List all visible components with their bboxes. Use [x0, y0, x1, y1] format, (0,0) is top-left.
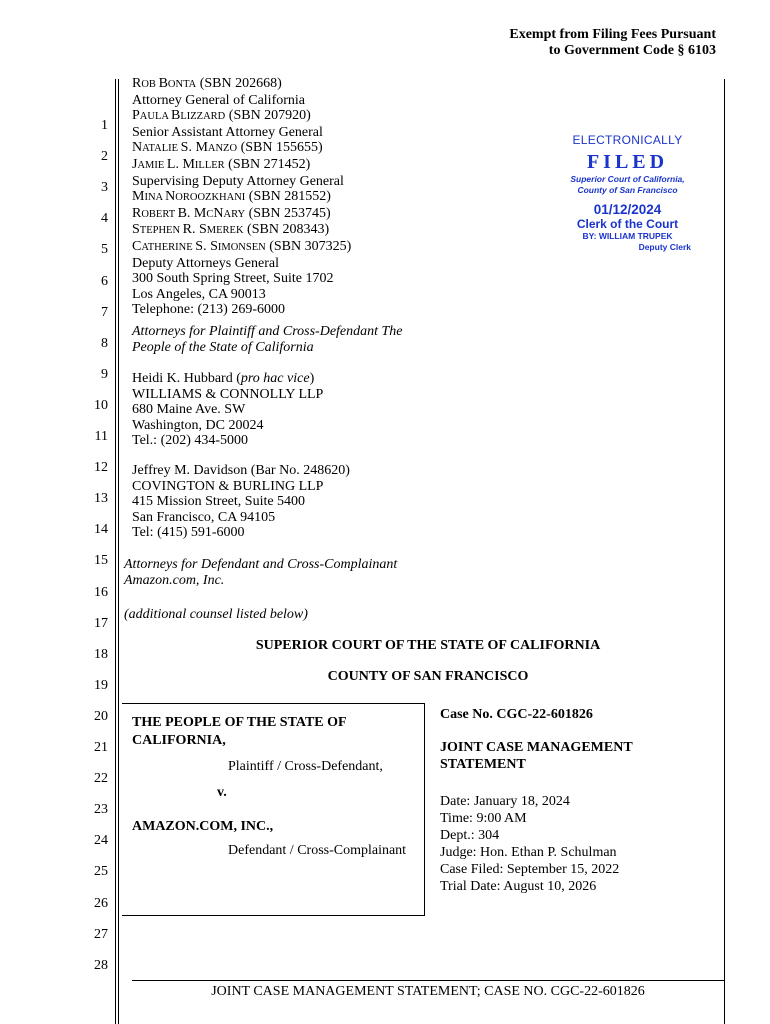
line-number: 7 — [101, 304, 108, 320]
fee-exemption-notice — [509, 27, 716, 59]
stamp-court-line-2: County of San Francisco — [577, 185, 678, 195]
ag-counsel-line: ROBERT B. MCNARY (SBN 253745) — [132, 205, 331, 221]
line-number: 23 — [94, 802, 108, 818]
covington-block — [132, 463, 350, 541]
left-margin-rule-outer — [115, 79, 116, 1024]
line-number: 5 — [101, 242, 108, 258]
line-number: 1 — [101, 118, 108, 133]
line-number: 22 — [94, 771, 108, 787]
line-number: 17 — [94, 615, 108, 631]
williams-firm: WILLIAMS & CONNOLLY LLP — [132, 386, 324, 402]
hearing-judge: Judge: Hon. Ethan P. Schulman — [440, 845, 617, 860]
document-title-line-2: STATEMENT — [440, 757, 526, 772]
hearing-date: Date: January 18, 2024 — [440, 794, 570, 809]
williams-telephone: Tel.: (202) 434-5000 — [132, 433, 249, 449]
ag-counsel-line: JAMIE L. MILLER (SBN 271452) — [132, 156, 311, 172]
ag-counsel-line: STEPHEN R. SMEREK (SBN 208343) — [132, 222, 330, 238]
fee-exemption-line-2: to Government Code § 6103 — [548, 43, 716, 58]
ag-counsel-line: Deputy Attorneys General — [132, 255, 279, 271]
hearing-time: Time: 9:00 AM — [440, 811, 527, 826]
defendant-attorneys-for-line-2: Amazon.com, Inc. — [124, 572, 225, 588]
ag-counsel-line: PAULA BLIZZARD (SBN 207920) — [132, 108, 311, 124]
stamp-clerk: Clerk of the Court — [576, 217, 679, 231]
line-number: 18 — [94, 646, 108, 662]
line-number: 12 — [94, 460, 108, 476]
line-number: 16 — [94, 584, 108, 600]
line-number: 4 — [101, 211, 108, 227]
line-number: 20 — [94, 708, 108, 724]
ag-counsel-line: NATALIE S. MANZO (SBN 155655) — [132, 140, 323, 156]
line-number: 9 — [101, 366, 108, 382]
covington-address-1: 415 Mission Street, Suite 5400 — [132, 494, 306, 510]
left-margin-rule-inner — [118, 79, 119, 1024]
electronic-filing-stamp — [560, 133, 695, 253]
stamp-electronically: ELECTRONICALLY — [572, 133, 683, 147]
plaintiff-role: Plaintiff / Cross-Defendant, — [228, 759, 383, 774]
footer-text: JOINT CASE MANAGEMENT STATEMENT; CASE NO. CGC-22-601826 — [211, 984, 645, 999]
line-number: 14 — [94, 522, 108, 538]
line-number: 8 — [101, 335, 108, 351]
line-number: 28 — [94, 957, 108, 973]
williams-connolly-block — [132, 371, 323, 449]
ag-counsel-block — [132, 76, 351, 318]
line-number: 10 — [94, 397, 108, 413]
line-number: 27 — [94, 926, 108, 942]
trial-date: Trial Date: August 10, 2026 — [440, 879, 597, 894]
covington-address-2: San Francisco, CA 94105 — [132, 509, 276, 525]
plaintiff-name-line-1: THE PEOPLE OF THE STATE OF — [132, 715, 347, 730]
defendant-name: AMAZON.COM, INC., — [132, 819, 274, 834]
ag-counsel-line: 300 South Spring Street, Suite 1702 — [132, 271, 334, 287]
right-margin-rule — [724, 79, 725, 1024]
ag-counsel-line: Los Angeles, CA 90013 — [132, 286, 266, 302]
ag-counsel-line: ROB BONTA (SBN 202668) — [132, 76, 282, 91]
ag-counsel-line: Senior Assistant Attorney General — [132, 124, 323, 140]
additional-counsel-note: (additional counsel listed below) — [124, 607, 308, 622]
ag-attorneys-for-line-2: People of the State of California — [132, 339, 314, 355]
defendant-role: Defendant / Cross-Complainant — [228, 843, 407, 858]
stamp-court-line-1: Superior Court of California, — [570, 174, 685, 184]
ag-counsel-line: Attorney General of California — [132, 92, 305, 108]
ag-counsel-line: CATHERINE S. SIMONSEN (SBN 307325) — [132, 238, 352, 254]
stamp-by: BY: WILLIAM TRUPEK — [582, 231, 673, 241]
court-county: COUNTY OF SAN FRANCISCO — [327, 669, 529, 684]
williams-attorney-name: Heidi K. Hubbard (pro hac vice) — [132, 371, 315, 386]
line-number: 25 — [94, 864, 108, 880]
case-caption-box — [122, 703, 425, 916]
stamp-deputy-clerk: Deputy Clerk — [638, 242, 691, 252]
covington-telephone: Tel: (415) 591-6000 — [132, 525, 245, 541]
ag-counsel-line: MINA NOROOZKHANI (SBN 281552) — [132, 189, 331, 205]
hearing-details — [440, 793, 619, 895]
line-number: 6 — [101, 273, 108, 289]
defendant-attorneys-for-line-1: Attorneys for Defendant and Cross-Complainant — [124, 557, 398, 572]
williams-address-2: Washington, DC 20024 — [132, 417, 264, 433]
case-filed-date: Case Filed: September 15, 2022 — [440, 862, 620, 877]
stamp-date: 01/12/2024 — [593, 202, 662, 217]
line-number: 13 — [94, 491, 108, 507]
covington-firm: COVINGTON & BURLING LLP — [132, 478, 324, 494]
case-number: Case No. CGC-22-601826 — [440, 707, 593, 722]
ag-attorneys-for-line-1: Attorneys for Plaintiff and Cross-Defendant The — [132, 324, 403, 339]
court-name: SUPERIOR COURT OF THE STATE OF CALIFORNIA — [255, 638, 601, 653]
footer-rule — [132, 980, 724, 981]
plaintiff-name-line-2: CALIFORNIA, — [132, 733, 226, 748]
williams-address-1: 680 Maine Ave. SW — [132, 402, 246, 418]
covington-attorney-name: Jeffrey M. Davidson (Bar No. 248620) — [132, 463, 350, 478]
fee-exemption-line-1: Exempt from Filing Fees Pursuant — [509, 27, 716, 42]
line-number: 24 — [94, 833, 108, 849]
document-title-line-1: JOINT CASE MANAGEMENT — [440, 740, 633, 755]
line-number: 15 — [94, 553, 108, 569]
document-title — [440, 739, 633, 773]
ag-counsel-line: Supervising Deputy Attorney General — [132, 173, 344, 189]
hearing-dept: Dept.: 304 — [440, 828, 500, 843]
line-number: 21 — [94, 740, 108, 755]
line-number: 19 — [94, 677, 108, 693]
line-number: 2 — [101, 149, 108, 165]
line-number: 11 — [94, 429, 108, 444]
line-number: 3 — [101, 180, 108, 196]
versus: v. — [217, 785, 227, 800]
defendant-attorneys-for — [124, 557, 397, 588]
stamp-filed: FILED — [586, 151, 669, 173]
line-number: 26 — [94, 895, 108, 911]
ag-attorneys-for — [132, 324, 403, 355]
ag-counsel-line: Telephone: (213) 269-6000 — [132, 302, 285, 318]
